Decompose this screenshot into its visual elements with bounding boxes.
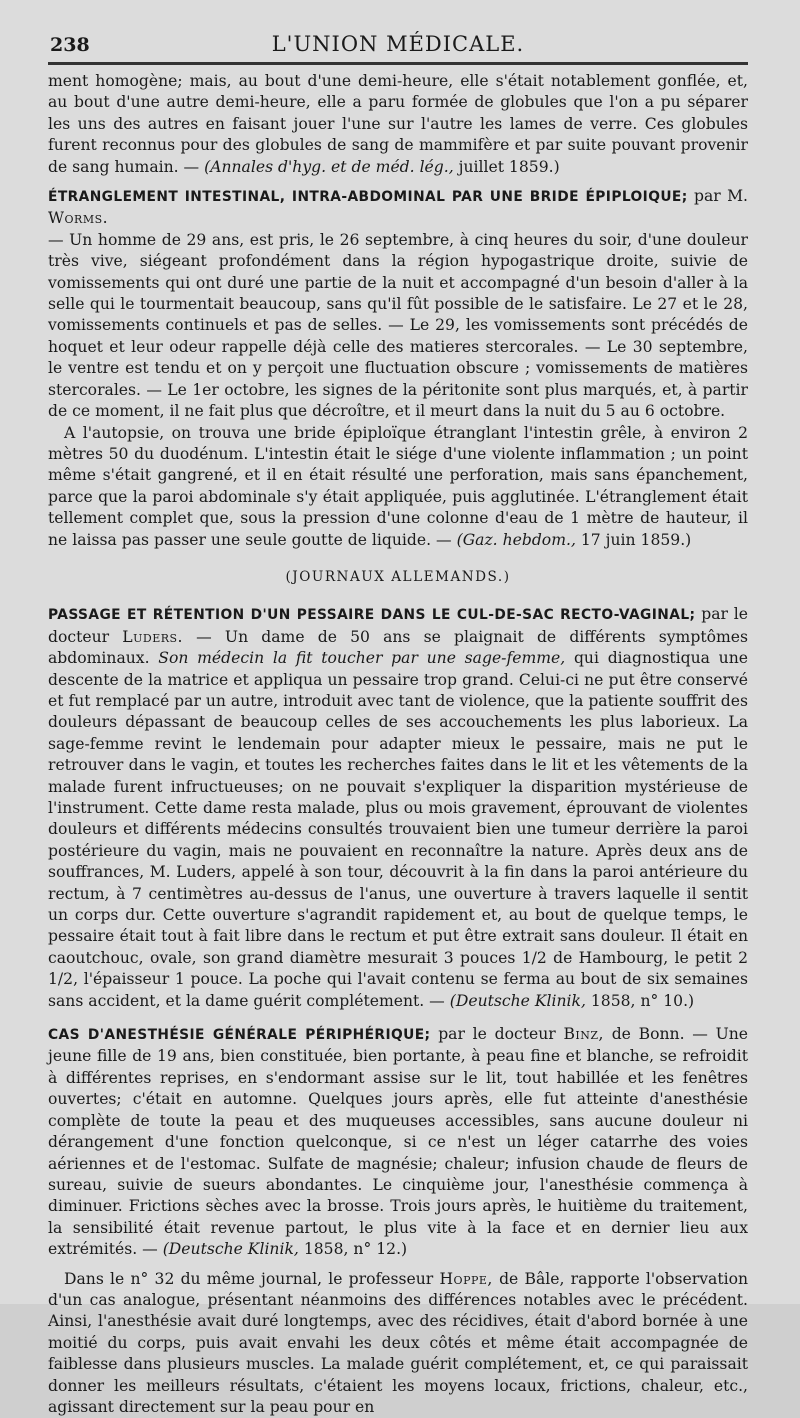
- case-description: qui diagnostiqua une descente de la matrice et appliqua un pessaire trop grand. Celui-ci ne put être conservé et fut remplacé par un autre, introduit avec tant de violence, que la patiente souffrit des douleurs dépassant de beaucoup celles de ses accouchements les plus laborieux. La sage-femme revint le lendemain pour adapter mieux le pessaire, mais ne put le retrouver dans le vagin, et toutes les recherches faites dans le lit et les vêtements de la malade furent infructueuses; on ne pouvait s'expliquer la disparition mystérieuse de l'instrument. Cette dame resta malade, plus ou mois gravement, éprouvant de violentes douleurs et différents médecins consultés trouvaient bien une tumeur derrière la paroi postérieure du vagin, mais ne pouvaient en reconnaître la nature. Après deux ans de souffrances, M. Luders, appelé à son tour, découvrit à la fin dans la paroi antérieure du rectum, à 7 centimètres au-dessus de l'anus, une ouverture à travers laquelle il sentit un corps dur. Cette ouverture s'agrandit rapidement et, au bout de quelque temps, le pessaire était tout à fait libre dans le rectum et put être extrait sans douleur. Il était en caoutchouc, ovale, son grand diamètre mesurait 3 pouces 1/2 de Hambourg, le petit 2 1/2, l'épaisseur 1 pouce. La poche qui l'avait contenu se ferma au bout de six semaines sans accident, et la dame guérit complétement. —: [48, 649, 748, 1010]
- author-prefix: par M.: [687, 187, 748, 206]
- intro-text: — Un dame de 50 ans se plaignait de différents symptômes abdominaux.: [48, 627, 748, 668]
- paragraph-start: Dans le n° 32 du même journal, le professeur: [64, 1269, 440, 1288]
- case-description: de Bonn. — Une jeune fille de 19 ans, bien constituée, bien portante, à peau fine et blanche, se refroidit à différentes reprises, en s'endormant assise sur le lit, tout habillée et les fenêtres ouvertes; c'était en automne. Quelques jours après, elle fut atteinte d'anesthésie complète de toute la peau et des muqueuses accessibles, sans aucune douleur ni dérangement d'une fonction quelconque, si ce n'est un léger catarrhe des voies aériennes et de l'estomac. Sulfate de magnésie; chaleur; infusion chaude de fleurs de sureau, suivie de sueurs abondantes. Le cinquième jour, l'anesthésie commença à diminuer. Frictions sèches avec la brosse. Trois jours après, le huitième du traitement, la sensibilité était revenue partout, le plus vite à la face et en dernier lieu aux extrémités. —: [48, 1025, 749, 1259]
- page-header: [48, 28, 748, 65]
- citation: (Gaz. hebdom.,: [456, 530, 576, 549]
- author-name: Hoppe,: [439, 1269, 493, 1288]
- citation-date: 1858, n° 12.): [298, 1240, 408, 1259]
- page-number: 238: [50, 34, 90, 56]
- author-name: Worms.: [48, 209, 109, 228]
- article-continuation: [48, 71, 748, 178]
- analogous-case-paragraph: [48, 1269, 748, 1418]
- citation-date: 17 juin 1859.): [575, 530, 692, 549]
- paragraph-text: de Bâle, rapporte l'observation d'un cas analogue, présentant néanmoins des différences notables avec le précédent. Ainsi, l'anesthésie avait duré longtemps, avec des récidives, était d'abord bornée à une moitié du corps, puis avait envahi les deux côtés et même était accompagnée de faiblesse dans plusieurs muscles. La malade guérit complétement, et, ce qui paraissait donner les meilleurs résultats, c'étaient les moyens locaux, frictions, chaleur, etc., agissant directement sur la peau pour en: [48, 1269, 749, 1416]
- autopsy-paragraph: [48, 423, 748, 551]
- article-heading: CAS D'ANESTHÉSIE GÉNÉRALE PÉRIPHÉRIQUE;: [48, 1027, 431, 1044]
- body-text: [48, 71, 748, 1418]
- case-description: — Un homme de 29 ans, est pris, le 26 septembre, à cinq heures du soir, d'une douleur très vive, siégeant profondément dans la région hypogastrique droite, suivie de vomissements qui ont duré une partie de la nuit et accompagné d'un besoin d'aller à la selle qui le tourmentait beaucoup, sans qu'il fût possible de le satisfaire. Le 27 et le 28, vomissements continuels et pas de selles. — Le 29, les vomissements sont précédés de hoquet et leur odeur rappelle déjà celle des matieres stercorales. — Le 30 septembre, le ventre est tendu et on y perçoit une fluctuation obscure ; vomissements de matières stercorales. — Le 1er octobre, les signes de la péritonite sont plus marqués, et, à partir de ce moment, il ne fait plus que décroître, et il meurt dans la nuit du 5 au 6 octobre.: [48, 230, 748, 421]
- author-prefix: par le docteur: [48, 605, 748, 646]
- italic-phrase: Son médecin la fit toucher par une sage-femme,: [158, 649, 566, 668]
- article-heading: PASSAGE ET RÉTENTION D'UN PESSAIRE DANS LE CUL-DE-SAC RECTO-VAGINAL;: [48, 607, 696, 624]
- continuation-text: ment homogène; mais, au bout d'une demi-heure, elle s'était notablement gonflée, et, au bout d'une autre demi-heure, elle a paru formée de globules que l'on a pu séparer les uns des autres en faisant jouer l'une sur l'autre les lames de verre. Ces globules furent reconnus pour des globules de sang de mammifère et par suite pouvant provenir de sang humain. —: [48, 72, 748, 176]
- author-name: Binz,: [563, 1025, 604, 1044]
- citation-date: 1858, n° 10.): [585, 991, 695, 1010]
- citation-date: juillet 1859.): [453, 157, 560, 176]
- article-strangulation: [48, 186, 748, 422]
- article-heading: ÉTRANGLEMENT INTESTINAL, INTRA-ABDOMINAL PAR UNE BRIDE ÉPIPLOIQUE;: [48, 189, 688, 206]
- article-pessary: [48, 604, 748, 1012]
- citation: (Deutsche Klinik,: [162, 1240, 299, 1259]
- running-title: L'UNION MÉDICALE.: [271, 32, 525, 56]
- autopsy-text: A l'autopsie, on trouva une bride épiploïque étranglant l'intestin grêle, à environ 2 mètres 50 du duodénum. L'intestin était le siége d'une violente inflammation ; un point même s'était gangrené, et il en était résulté une perforation, mais sans épanchement, parce que la paroi abdominale s'y était appliquée, puis agglutinée. L'étranglement était tellement complet que, sous la pression d'une colonne d'eau de 1 mètre de hauteur, il ne laissa pas passer une seule goutte de liquide. —: [48, 423, 748, 549]
- article-anesthesia: [48, 1024, 748, 1260]
- journal-section-heading: (JOURNAUX ALLEMANDS.): [285, 568, 511, 585]
- citation: (Deutsche Klinik,: [449, 991, 586, 1010]
- author-prefix: par le docteur: [430, 1025, 564, 1044]
- author-name: Luders.: [122, 627, 184, 646]
- citation: (Annales d'hyg. et de méd. lég.,: [204, 157, 454, 176]
